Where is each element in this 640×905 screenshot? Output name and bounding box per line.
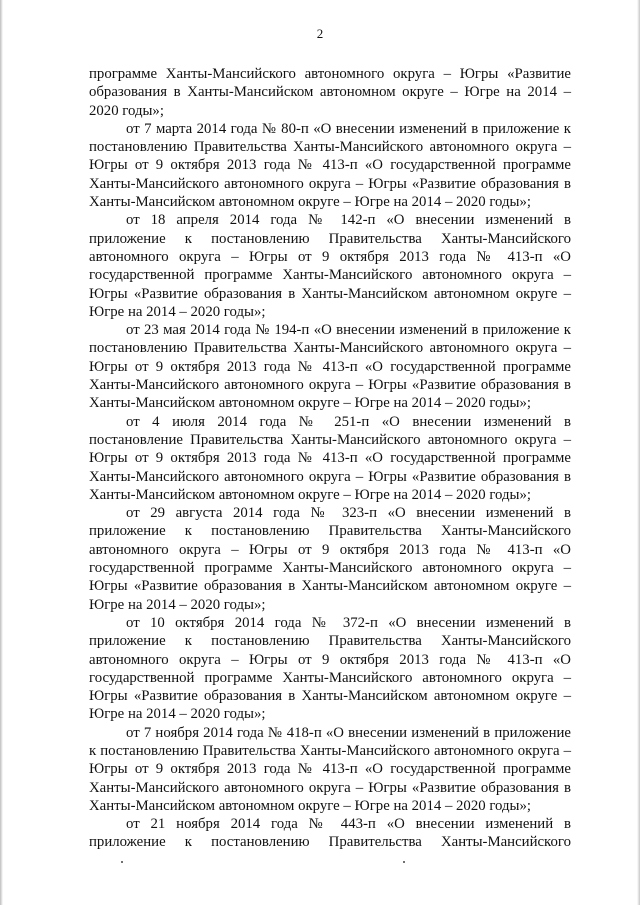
paragraph-resolution-418p: от 7 ноября 2014 года № 418-п «О внесении изменений в приложение к постановлению Правительства Ханты-Мансийского автономного округа – Югры от 9 октября 2013 года № 413-п «О государственной программе Ханты-Мансийского автономного округа – Югры «Развитие образования в Ханты-Мансийском автономном округе – Югре на 2014 – 2020 годы»; [89, 724, 571, 814]
page-edge-left [0, 0, 3, 905]
paragraph-continuation: программе Ханты-Мансийского автономного округа – Югры «Развитие образования в Ханты-Мансийском автономном округе – Югре на 2014 – 2020 годы»; [89, 66, 571, 119]
page-number: 2 [316, 26, 324, 41]
document-body [89, 65, 571, 852]
paragraph-resolution-443p: от 21 ноября 2014 года № 443-п «О внесении изменений в приложение к постановлению Правительства Ханты-Мансийского [89, 816, 571, 851]
paragraph-resolution-251p: от 4 июля 2014 года № 251-п «О внесении изменений в постановление Правительства Ханты-Мансийского автономного округа – Югры от 9 октября 2013 года № 413-п «О государственной программе Ханты-Мансийского автономного округа – Югры «Развитие образования в Ханты-Мансийском автономном округе – Югре на 2014 – 2020 годы»; [89, 413, 571, 503]
paragraph-resolution-372p: от 10 октября 2014 года № 372-п «О внесении изменений в приложение к постановлению Правительства Ханты-Мансийского автономного округа – Югры от 9 октября 2013 года № 413-п «О государственной программе Ханты-Мансийского автономного округа – Югры «Развитие образования в Ханты-Мансийском автономном округе – Югре на 2014 – 2020 годы»; [89, 614, 571, 723]
scan-speck [121, 861, 123, 863]
scan-speck [403, 861, 405, 863]
paragraph-resolution-142p: от 18 апреля 2014 года № 142-п «О внесении изменений в приложение к постановлению Правительства Ханты-Мансийского автономного округа – Югры от 9 октября 2013 года № 413-п «О государственной программе Ханты-Мансийского автономного округа – Югры «Развитие образования в Ханты-Мансийском автономном округе – Югре на 2014 – 2020 годы»; [89, 212, 571, 320]
paragraph-resolution-194p: от 23 мая 2014 года № 194-п «О внесении изменений в приложение к постановлению Правительства Ханты-Мансийского автономного округа – Югры от 9 октября 2013 года № 413-п «О государственной программе Ханты-Мансийского автономного округа – Югры «Развитие образования в Ханты-Мансийском автономном округе – Югре на 2014 – 2020 годы»; [89, 322, 571, 412]
paragraph-resolution-80p: от 7 марта 2014 года № 80-п «О внесении изменений в приложение к постановлению Правительства Ханты-Мансийского автономного округа – Югры от 9 октября 2013 года № 413-п «О государственной программе Ханты-Мансийского автономного округа – Югры «Развитие образования в Ханты-Мансийском автономном округе – Югре на 2014 – 2020 годы»; [89, 120, 571, 211]
paragraph-resolution-323p: от 29 августа 2014 года № 323-п «О внесении изменений в приложение к постановлению Правительства Ханты-Мансийского автономного округа – Югры от 9 октября 2013 года № 413-п «О государственной программе Ханты-Мансийского автономного округа – Югры «Развитие образования в Ханты-Мансийском автономном округе – Югре на 2014 – 2020 годы»; [89, 505, 571, 613]
